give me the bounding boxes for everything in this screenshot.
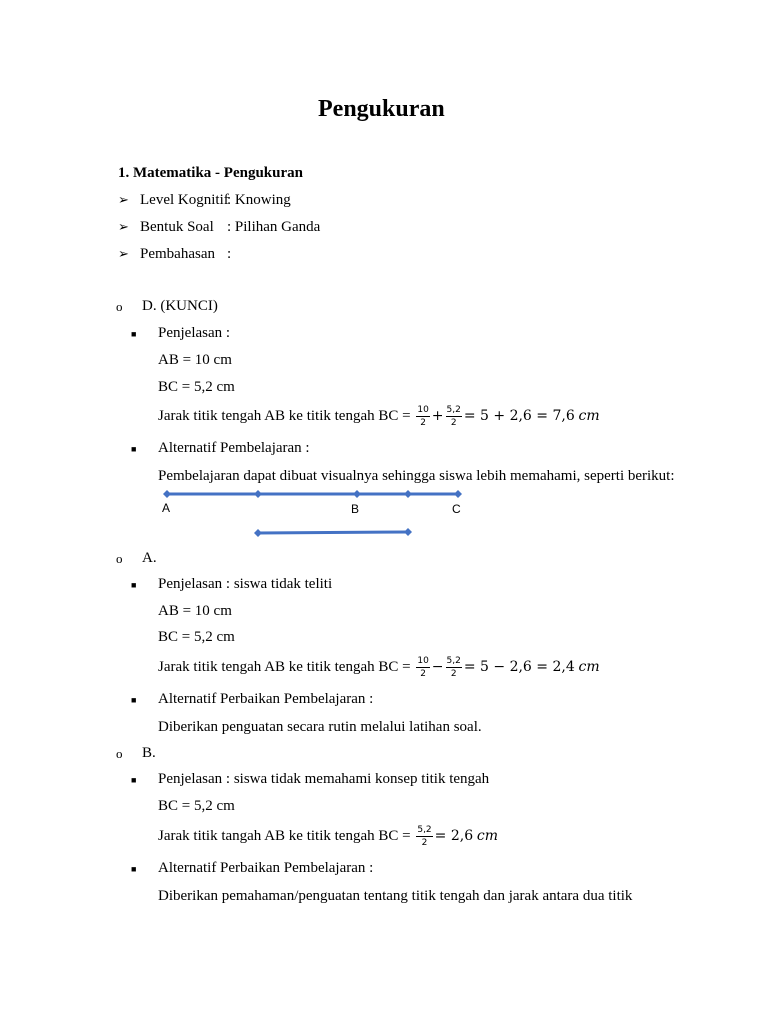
point-marker bbox=[254, 490, 262, 498]
fraction: $\frac{10}{2}$ bbox=[417, 656, 429, 680]
point-label-a: A bbox=[162, 501, 171, 515]
formula-result: = 5 − 2,6 = 2,4 bbox=[463, 659, 575, 675]
section-heading: 1. Matematika - Pengukuran bbox=[118, 165, 303, 181]
square-bullet-icon: ■ bbox=[131, 329, 137, 339]
option-a-alt-label: Alternatif Perbaikan Pembelajaran : bbox=[158, 691, 374, 707]
option-a-formula bbox=[158, 654, 600, 680]
operator: − bbox=[431, 659, 444, 675]
meta-label-pembahasan: Pembahasan bbox=[140, 246, 215, 262]
fraction: $\frac{5,2}{2}$ bbox=[446, 656, 461, 680]
option-d-alt-label: Alternatif Pembelajaran : bbox=[158, 440, 310, 456]
option-b-bc: BC = 5,2 cm bbox=[158, 798, 235, 814]
option-a-label: A. bbox=[142, 550, 157, 566]
arrow-bullet-icon: ➢ bbox=[118, 192, 129, 207]
meta-label-level: Level Kognitif bbox=[140, 192, 229, 208]
formula-prefix: Jarak titik tangah AB ke titik tengah BC = bbox=[158, 828, 411, 844]
option-b-penjelasan: Penjelasan : siswa tidak memahami konsep titik tengah bbox=[158, 771, 490, 787]
option-b-alt-text: Diberikan pemahaman/penguatan tentang titik tengah dan jarak antara dua titik bbox=[158, 888, 633, 904]
meta-value-level: : Knowing bbox=[227, 192, 291, 208]
fraction: $\frac{5,2}{2}$ bbox=[446, 405, 461, 429]
meta-label-bentuk: Bentuk Soal bbox=[140, 219, 214, 235]
meta-value-bentuk: : Pilihan Ganda bbox=[227, 219, 321, 235]
option-d-formula bbox=[158, 403, 600, 429]
option-a-ab: AB = 10 cm bbox=[158, 603, 232, 619]
point-marker bbox=[254, 529, 262, 537]
option-d-alt-text: Pembelajaran dapat dibuat visualnya sehingga siswa lebih memahami, seperti berikut: bbox=[158, 468, 675, 484]
meta-value-pembahasan: : bbox=[227, 246, 232, 262]
option-d-ab: AB = 10 cm bbox=[158, 352, 232, 368]
option-b-formula bbox=[158, 823, 498, 849]
segment-line-bottom bbox=[258, 532, 408, 533]
point-marker bbox=[353, 490, 361, 498]
square-bullet-icon: ■ bbox=[131, 580, 137, 590]
option-a-alt-text: Diberikan penguatan secara rutin melalui latihan soal. bbox=[158, 719, 482, 735]
formula-unit: cm bbox=[476, 828, 498, 844]
square-bullet-icon: ■ bbox=[131, 864, 137, 874]
fraction: $\frac{10}{2}$ bbox=[417, 405, 429, 429]
option-d-bc: BC = 5,2 cm bbox=[158, 379, 235, 395]
arrow-bullet-icon: ➢ bbox=[118, 219, 129, 234]
formula-result: = 5 + 2,6 = 7,6 bbox=[463, 408, 575, 424]
formula-unit: cm bbox=[578, 408, 600, 424]
circle-bullet-icon: o bbox=[116, 746, 123, 761]
segment-diagram bbox=[150, 484, 470, 544]
point-marker bbox=[454, 490, 462, 498]
circle-bullet-icon: o bbox=[116, 299, 123, 314]
option-b-alt-label: Alternatif Perbaikan Pembelajaran : bbox=[158, 860, 374, 876]
formula-result: = 2,6 bbox=[434, 828, 474, 844]
option-a-bc: BC = 5,2 cm bbox=[158, 629, 235, 645]
operator: + bbox=[431, 408, 444, 424]
point-marker bbox=[163, 490, 171, 498]
option-d-penjelasan: Penjelasan : bbox=[158, 325, 231, 341]
point-marker bbox=[404, 490, 412, 498]
formula-unit: cm bbox=[578, 659, 600, 675]
point-marker bbox=[404, 528, 412, 536]
point-label-c: C bbox=[452, 502, 461, 516]
square-bullet-icon: ■ bbox=[131, 444, 137, 454]
option-b-label: B. bbox=[142, 745, 156, 761]
formula-prefix: Jarak titik tengah AB ke titik tengah BC = bbox=[158, 659, 411, 675]
option-a-penjelasan: Penjelasan : siswa tidak teliti bbox=[158, 576, 333, 592]
square-bullet-icon: ■ bbox=[131, 695, 137, 705]
square-bullet-icon: ■ bbox=[131, 775, 137, 785]
option-d-label: D. (KUNCI) bbox=[142, 298, 218, 314]
point-label-b: B bbox=[351, 502, 360, 516]
circle-bullet-icon: o bbox=[116, 551, 123, 566]
formula-prefix: Jarak titik tengah AB ke titik tengah BC = bbox=[158, 408, 411, 424]
fraction: $\frac{5,2}{2}$ bbox=[417, 825, 432, 849]
arrow-bullet-icon: ➢ bbox=[118, 246, 129, 261]
page-title: Pengukuran bbox=[318, 96, 445, 122]
